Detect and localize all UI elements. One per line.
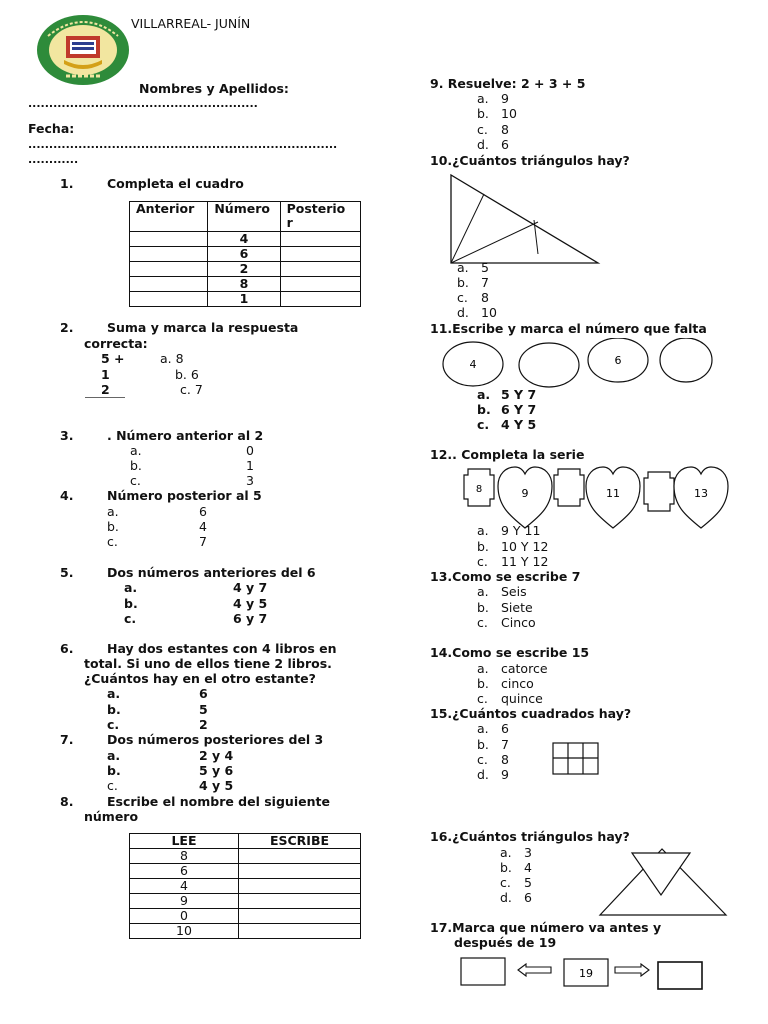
q3-number: 3.	[60, 428, 74, 443]
q3-option-a-letter: a.	[130, 443, 142, 458]
q6-option-c[interactable]: 2	[199, 717, 208, 732]
q4-option-a-letter: a.	[107, 504, 119, 519]
q16-option-b[interactable]: b. 4	[500, 860, 532, 875]
q4-option-c-letter: c.	[107, 534, 118, 549]
q17-after-box	[658, 962, 702, 989]
q10-text: 10.¿Cuántos triángulos hay?	[430, 153, 630, 168]
q5-text: Dos números anteriores del 6	[107, 565, 316, 580]
q16-triangles-figure	[596, 845, 730, 917]
q12-shape-label: 11	[606, 487, 620, 500]
q4-option-c[interactable]: 7	[199, 534, 207, 549]
q13-option-a[interactable]: a. Seis	[477, 584, 527, 599]
q8-cell-write[interactable]	[239, 909, 361, 924]
q11-circles	[440, 338, 716, 388]
q8-cell-write[interactable]	[239, 924, 361, 939]
q16-text: 16.¿Cuántos triángulos hay?	[430, 829, 630, 844]
q6-option-c-letter: c.	[107, 717, 120, 732]
q17-line-1: 17.Marca que número va antes y	[430, 920, 662, 935]
q8-cell-write[interactable]	[239, 849, 361, 864]
q8-cell-number: 10	[130, 924, 239, 939]
q11-circle-label: 6	[614, 354, 622, 367]
q13-text: 13.Como se escribe 7	[430, 569, 581, 584]
q1-cell-ant[interactable]	[130, 262, 208, 277]
q15-option-d[interactable]: d. 9	[477, 767, 509, 782]
q1-cell-ant[interactable]	[130, 292, 208, 307]
q12-plaque	[644, 472, 674, 511]
q1-header-posterior: Posterio r	[280, 202, 360, 232]
q3-text: . Número anterior al 2	[107, 428, 264, 443]
q4-option-b-letter: b.	[107, 519, 119, 534]
q5-option-a[interactable]: 4 y 7	[233, 580, 268, 595]
q2-operand-3: 2	[101, 382, 110, 397]
q2-text: Suma y marca la respuesta	[107, 320, 299, 335]
q5-option-c-letter: c.	[124, 611, 137, 626]
q1-cell-num: 6	[208, 247, 280, 262]
q8-cell-number: 6	[130, 864, 239, 879]
q13-option-c[interactable]: c. Cinco	[477, 615, 536, 630]
q10-option-b[interactable]: b. 7	[457, 275, 489, 290]
q15-option-a[interactable]: a. 6	[477, 721, 509, 736]
q16-option-a[interactable]: a. 3	[500, 845, 532, 860]
q1-number: 1.	[60, 176, 74, 191]
date-field-dots-1[interactable]: ..........................................................................	[28, 138, 338, 151]
q1-cell-post[interactable]	[280, 232, 360, 247]
q4-option-b[interactable]: 4	[199, 519, 207, 534]
q3-option-c[interactable]: 3	[246, 473, 254, 488]
q8-cell-write[interactable]	[239, 894, 361, 909]
q6-line-3: ¿Cuántos hay en el otro estante?	[84, 671, 316, 686]
q3-option-c-letter: c.	[130, 473, 141, 488]
q5-number: 5.	[60, 565, 74, 580]
q7-option-b[interactable]: 5 y 6	[199, 763, 234, 778]
q8-cell-number: 0	[130, 909, 239, 924]
q5-option-a-letter: a.	[124, 580, 138, 595]
q6-line-2: total. Si uno de ellos tiene 2 libros.	[84, 656, 332, 671]
q2-option-a[interactable]: a. 8	[160, 351, 184, 366]
q7-option-a-letter: a.	[107, 748, 121, 763]
q11-option-a[interactable]: a. 5 Y 7	[477, 387, 537, 402]
q9-option-c[interactable]: c. 8	[477, 122, 509, 137]
q6-option-b[interactable]: 5	[199, 702, 208, 717]
q2-text-2: correcta:	[84, 336, 148, 351]
q10-option-d[interactable]: d. 10	[457, 305, 497, 320]
q6-number: 6.	[60, 641, 74, 656]
q2-sum-line	[85, 397, 125, 398]
q12-option-c[interactable]: c. 11 Y 12	[477, 554, 549, 569]
q8-cell-number: 9	[130, 894, 239, 909]
q7-option-c[interactable]: 4 y 5	[199, 778, 234, 793]
right-arrow-icon	[615, 964, 649, 976]
school-logo	[36, 14, 130, 86]
q9-option-a[interactable]: a. 9	[477, 91, 509, 106]
q1-table	[129, 201, 361, 307]
q9-text: 9. Resuelve: 2 + 3 + 5	[430, 76, 586, 91]
q1-cell-post[interactable]	[280, 247, 360, 262]
q1-cell-num: 1	[208, 292, 280, 307]
q1-cell-ant[interactable]	[130, 247, 208, 262]
q8-header-escribe: ESCRIBE	[239, 834, 361, 849]
q5-option-b-letter: b.	[124, 596, 138, 611]
q5-option-b[interactable]: 4 y 5	[233, 596, 268, 611]
q14-text: 14.Como se escribe 15	[430, 645, 590, 660]
q5-option-c[interactable]: 6 y 7	[233, 611, 268, 626]
q14-option-b[interactable]: b. cinco	[477, 676, 534, 691]
q1-cell-num: 4	[208, 232, 280, 247]
q14-option-c[interactable]: c. quince	[477, 691, 543, 706]
q1-cell-num: 8	[208, 277, 280, 292]
q15-option-c[interactable]: c. 8	[477, 752, 509, 767]
q4-option-a[interactable]: 6	[199, 504, 207, 519]
q8-line-2: número	[84, 809, 139, 824]
q12-option-a[interactable]: a. 9 Y 11	[477, 523, 541, 538]
date-label: Fecha:	[28, 121, 75, 136]
q10-option-a[interactable]: a. 5	[457, 260, 489, 275]
q10-triangle-figure	[446, 172, 602, 266]
q7-option-b-letter: b.	[107, 763, 121, 778]
q16-option-c[interactable]: c. 5	[500, 875, 532, 890]
q6-option-a[interactable]: 6	[199, 686, 208, 701]
q2-option-b[interactable]: b. 6	[175, 367, 199, 382]
q3-option-b-letter: b.	[130, 458, 142, 473]
q1-text: Completa el cuadro	[107, 176, 244, 191]
q13-option-b[interactable]: b. Siete	[477, 600, 533, 615]
q12-shape-label: 9	[521, 487, 529, 500]
q12-series-figure	[460, 464, 732, 532]
q6-line-1: Hay dos estantes con 4 libros en	[107, 641, 337, 656]
q10-option-c[interactable]: c. 8	[457, 290, 489, 305]
q1-header-anterior: Anterior	[130, 202, 208, 232]
q1-cell-ant[interactable]	[130, 232, 208, 247]
q3-option-a[interactable]: 0	[246, 443, 254, 458]
q12-shape-label: 8	[475, 484, 483, 495]
q11-circle	[660, 338, 712, 382]
q6-option-b-letter: b.	[107, 702, 121, 717]
q3-option-b[interactable]: 1	[246, 458, 254, 473]
q8-cell-write[interactable]	[239, 864, 361, 879]
q15-squares-figure	[552, 742, 600, 776]
q11-text: 11.Escribe y marca el número que falta	[430, 321, 707, 336]
date-field-dots-2[interactable]: ............	[28, 153, 79, 166]
q1-header-numero: Número	[208, 202, 280, 232]
q17-sequence-figure	[460, 956, 706, 994]
q7-text: Dos números posteriores del 3	[107, 732, 324, 747]
q6-option-a-letter: a.	[107, 686, 121, 701]
q1-cell-ant[interactable]	[130, 277, 208, 292]
q2-option-c[interactable]: c. 7	[180, 382, 203, 397]
q7-option-c-letter: c.	[107, 778, 118, 793]
q8-cell-number: 4	[130, 879, 239, 894]
q8-cell-write[interactable]	[239, 879, 361, 894]
name-label: Nombres y Apellidos:	[139, 81, 289, 96]
q12-option-b[interactable]: b. 10 Y 12	[477, 539, 549, 554]
q7-number: 7.	[60, 732, 74, 747]
name-field-dots[interactable]: .......................................................	[28, 97, 258, 110]
q11-option-b[interactable]: b. 6 Y 7	[477, 402, 537, 417]
q16-option-d[interactable]: d. 6	[500, 890, 532, 905]
q9-option-d[interactable]: d. 6	[477, 137, 509, 152]
q4-number: 4.	[60, 488, 74, 503]
q2-operand-2: 1	[101, 367, 110, 382]
q8-line-1: Escribe el nombre del siguiente	[107, 794, 330, 809]
q12-plaque	[554, 469, 584, 506]
q7-option-a[interactable]: 2 y 4	[199, 748, 234, 763]
q8-number: 8.	[60, 794, 74, 809]
q17-line-2: después de 19	[454, 935, 557, 950]
q15-text: 15.¿Cuántos cuadrados hay?	[430, 706, 632, 721]
q11-option-c[interactable]: c. 4 Y 5	[477, 417, 537, 432]
q11-circle-label: 4	[469, 358, 477, 371]
left-arrow-icon	[518, 964, 551, 976]
q4-text: Número posterior al 5	[107, 488, 262, 503]
q1-cell-num: 2	[208, 262, 280, 277]
q8-header-lee: LEE	[130, 834, 239, 849]
q12-shape-label: 13	[694, 487, 708, 500]
q1-cell-post[interactable]	[280, 277, 360, 292]
q8-table	[129, 833, 361, 939]
q8-cell-number: 8	[130, 849, 239, 864]
q17-before-box	[461, 958, 505, 985]
q1-cell-post[interactable]	[280, 292, 360, 307]
q9-option-b[interactable]: b. 10	[477, 106, 517, 121]
q17-center-value: 19	[579, 967, 593, 980]
q12-text: 12.. Completa la serie	[430, 447, 585, 462]
q14-option-a[interactable]: a. catorce	[477, 661, 548, 676]
q1-cell-post[interactable]	[280, 262, 360, 277]
q2-operand-1: 5 +	[101, 351, 125, 366]
q15-option-b[interactable]: b. 7	[477, 737, 509, 752]
place-heading: VILLARREAL- JUNÍN	[131, 16, 251, 31]
q11-circle	[519, 343, 579, 387]
q2-number: 2.	[60, 320, 74, 335]
